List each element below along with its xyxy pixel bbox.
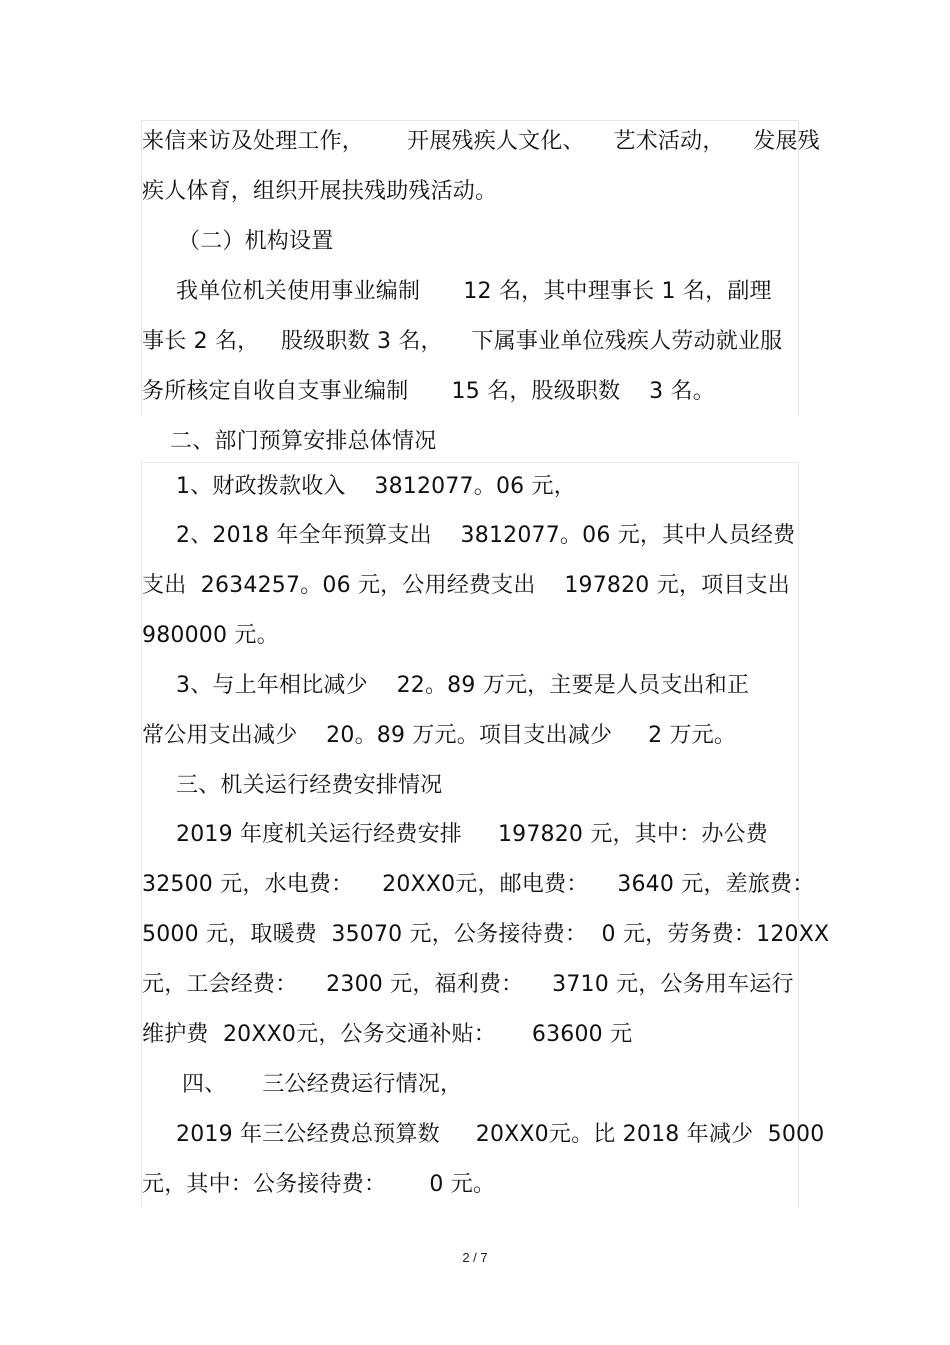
body-line: 1、财政拨款收入 3812077。06 元， xyxy=(176,474,576,499)
body-line: 支出 2634257。06 元，公用经费支出 197820 元，项目支出 xyxy=(142,573,790,598)
body-line: 来信来访及处理工作， 开展残疾人文化、 艺术活动， 发展残 xyxy=(142,129,820,154)
body-line: 事长 2 名， 股级职数 3 名， 下属事业单位残疾人劳动就业服 xyxy=(142,329,783,354)
body-line: 5000 元，取暖费 35070 元，公务接待费： 0 元，劳务费：120XX xyxy=(142,922,830,947)
body-line: 2019 年度机关运行经费安排 197820 元，其中：办公费 xyxy=(176,822,768,847)
body-line: 980000 元。 xyxy=(142,623,279,648)
body-line: 2、2018 年全年预算支出 3812077。06 元，其中人员经费 xyxy=(176,523,796,548)
page-number: 2 / 7 xyxy=(462,1250,488,1265)
body-line: 元，工会经费： 2300 元，福利费： 3710 元，公务用车运行 xyxy=(142,972,794,997)
section-heading: 二、部门预算安排总体情况 xyxy=(170,429,437,454)
section-heading: 三、机关运行经费安排情况 xyxy=(176,773,443,798)
body-line: 32500 元，水电费： 20XX0元，邮电费： 3640 元，差旅费： xyxy=(142,872,815,897)
body-line: 我单位机关使用事业编制 12 名，其中理事长 1 名，副理 xyxy=(176,279,772,304)
body-line: 常公用支出减少 20。89 万元。项目支出减少 2 万元。 xyxy=(142,723,737,748)
body-line: 元，其中：公务接待费： 0 元。 xyxy=(142,1172,496,1197)
body-line: 务所核定自收自支事业编制 15 名，股级职数 3 名。 xyxy=(142,379,715,404)
body-line: 维护费 20XX0元，公务交通补贴： 63600 元 xyxy=(142,1022,633,1047)
body-line: 疾人体育，组织开展扶残助残活动。 xyxy=(142,179,498,204)
body-line: 2019 年三公经费总预算数 20XX0元。比 2018 年减少 5000 xyxy=(176,1122,825,1147)
section-heading: 四、 三公经费运行情况， xyxy=(182,1072,463,1097)
body-line: 3、与上年相比减少 22。89 万元，主要是人员支出和正 xyxy=(176,673,750,698)
section-heading: （二）机构设置 xyxy=(178,229,334,254)
text-frame-upper xyxy=(141,120,799,416)
